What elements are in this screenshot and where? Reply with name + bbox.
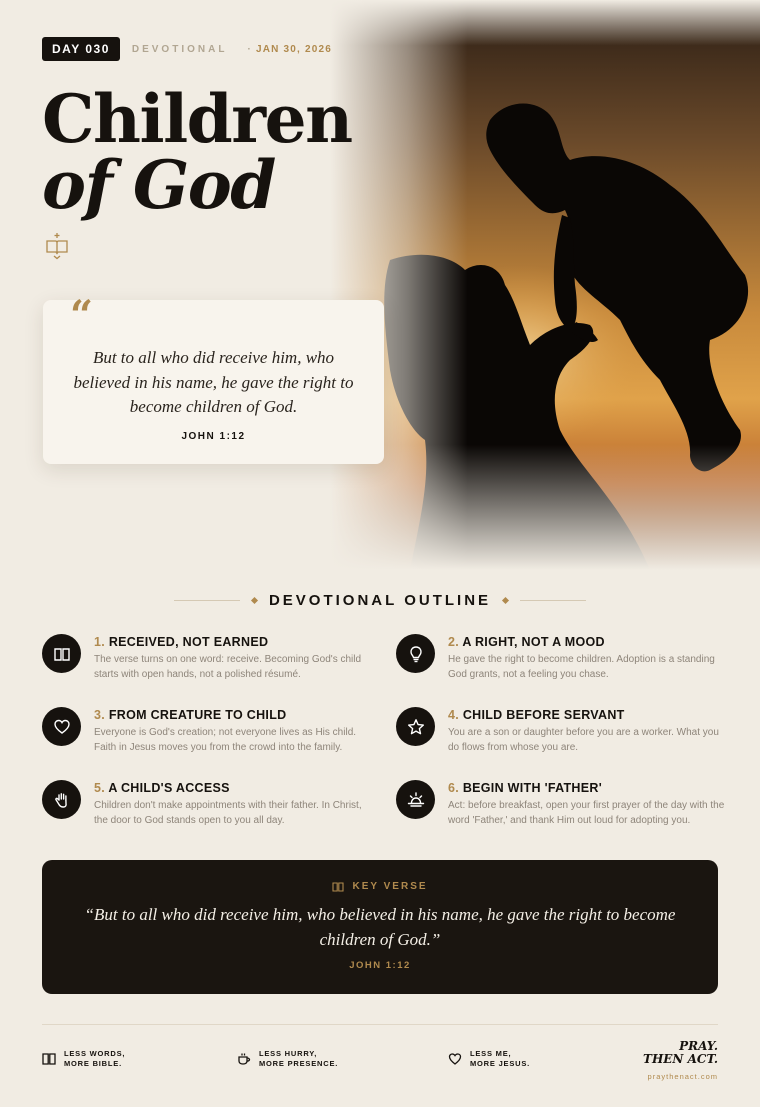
key-verse-label: KEY VERSE bbox=[42, 881, 718, 892]
motto-line-2: MORE JESUS. bbox=[470, 1059, 531, 1068]
kicker: DEVOTIONAL bbox=[131, 43, 228, 55]
sunrise-icon bbox=[396, 780, 435, 819]
brand-url[interactable]: praythenact.com bbox=[647, 1072, 718, 1081]
brand-logo bbox=[643, 1040, 718, 1081]
outline-item-desc: He gave the right to become children. Adoption is a standing God grants, not a feeling you chase. bbox=[448, 654, 715, 680]
motto-line-1: LESS ME, bbox=[470, 1049, 512, 1058]
lightbulb-icon bbox=[396, 634, 435, 673]
outline-heading bbox=[0, 592, 760, 609]
outline-item-title: 4. CHILD BEFORE SERVANT bbox=[448, 708, 625, 722]
outline-item-desc: Everyone is God's creation; not everyone lives as His child. Faith in Jesus moves you from the crowd into the family. bbox=[94, 727, 357, 753]
scripture-reference: JOHN 1:12 bbox=[181, 431, 246, 442]
heart-icon bbox=[42, 707, 81, 746]
header-row bbox=[42, 37, 332, 61]
footer-motto bbox=[237, 1049, 338, 1069]
scripture-card bbox=[43, 292, 384, 464]
page-title bbox=[42, 80, 352, 224]
footer-motto bbox=[448, 1049, 530, 1069]
outline-item-title: 2. A RIGHT, NOT A MOOD bbox=[448, 635, 605, 649]
bible-icon bbox=[45, 232, 69, 260]
key-verse-reference: JOHN 1:12 bbox=[349, 960, 411, 971]
divider bbox=[520, 600, 586, 601]
hand-icon bbox=[42, 780, 81, 819]
motto-line-2: MORE BIBLE. bbox=[64, 1059, 122, 1068]
divider bbox=[174, 600, 240, 601]
diamond-icon bbox=[502, 597, 509, 604]
star-icon bbox=[396, 707, 435, 746]
key-verse-text: “But to all who did receive him, who believed in his name, he gave the right to become children of God.” bbox=[84, 905, 676, 949]
outline-item-desc: The verse turns on one word: receive. Becoming God's child starts with open hands, not a polished résumé. bbox=[94, 654, 362, 680]
diamond-icon bbox=[251, 597, 258, 604]
cup-icon bbox=[237, 1052, 251, 1066]
book-icon bbox=[332, 882, 344, 892]
book-icon bbox=[42, 1052, 56, 1066]
outline-item-title: 5. A CHILD'S ACCESS bbox=[94, 781, 230, 795]
motto-line-1: LESS WORDS, bbox=[64, 1049, 126, 1058]
quote-icon: “ bbox=[70, 292, 94, 339]
key-verse-panel bbox=[42, 860, 718, 994]
date-label: · JAN 30, 2026 bbox=[247, 44, 332, 55]
title-line-2: of God bbox=[42, 146, 275, 224]
brand-line-2: THEN ACT. bbox=[643, 1052, 718, 1066]
outline-item-title: 3. FROM CREATURE TO CHILD bbox=[94, 708, 287, 722]
outline-item-desc: You are a son or daughter before you are a worker. What you do flows from whose you are. bbox=[448, 727, 719, 753]
motto-line-1: LESS HURRY, bbox=[259, 1049, 318, 1058]
outline-title: DEVOTIONAL OUTLINE bbox=[268, 592, 492, 609]
day-badge: DAY 030 bbox=[42, 37, 120, 61]
outline-item-title: 6. BEGIN WITH 'FATHER' bbox=[448, 781, 602, 795]
scripture-text: But to all who did receive him, who believed in his name, he gave the right to become children of God. bbox=[73, 348, 354, 416]
book-icon bbox=[42, 634, 81, 673]
hero-photo bbox=[330, 0, 760, 570]
outline-item-title: 1. RECEIVED, NOT EARNED bbox=[94, 635, 269, 649]
title-line-1: Children bbox=[42, 80, 352, 158]
footer-motto bbox=[42, 1049, 125, 1069]
footer-divider bbox=[42, 1024, 718, 1025]
outline-item-desc: Act: before breakfast, open your first prayer of the day with the word 'Father,' and thank Him out loud for adopting you. bbox=[448, 800, 725, 826]
brand-line-1: PRAY. bbox=[679, 1039, 718, 1053]
heart-icon bbox=[448, 1052, 462, 1066]
outline-item-desc: Children don't make appointments with their father. In Christ, the door to God stands open to you all day. bbox=[94, 800, 362, 826]
motto-line-2: MORE PRESENCE. bbox=[259, 1059, 339, 1068]
